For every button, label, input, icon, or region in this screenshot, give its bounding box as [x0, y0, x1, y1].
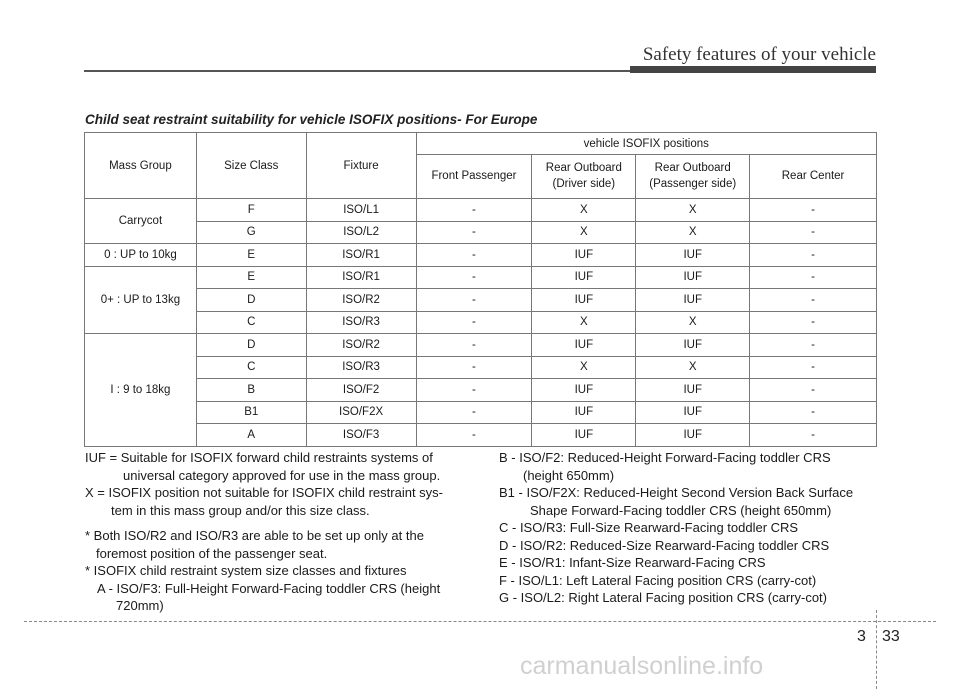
header-rear-outboard-passenger-line2: (Passenger side) [649, 177, 737, 190]
fixture-cell: ISO/R1 [306, 244, 416, 267]
table-row [85, 356, 877, 379]
note-star2 [85, 562, 472, 615]
front-passenger-cell: - [416, 311, 532, 334]
page-header-title: Safety features of your vehicle [642, 44, 876, 65]
note-iuf [85, 449, 472, 484]
rear-center-cell: - [750, 356, 877, 379]
rear-outboard-passenger-cell: IUF [636, 379, 750, 402]
size-class-cell: E [196, 244, 306, 267]
front-passenger-cell: - [416, 356, 532, 379]
fixture-cell: ISO/F2X [306, 401, 416, 424]
fixture-cell: ISO/R2 [306, 334, 416, 357]
table-row [85, 424, 877, 447]
note-iuf-line2: universal category approved for use in the mass group. [123, 467, 441, 483]
front-passenger-cell: - [416, 401, 532, 424]
header-isofix-positions: vehicle ISOFIX positions [416, 133, 876, 155]
header-rear-outboard-passenger [636, 155, 750, 199]
header-bar [630, 66, 876, 73]
rear-outboard-driver-cell: IUF [532, 289, 636, 312]
mass-group-cell: 0 : UP to 10kg [85, 244, 197, 267]
rear-outboard-passenger-cell: IUF [636, 334, 750, 357]
header-size-class: Size Class [196, 133, 306, 199]
size-class-cell: C [196, 356, 306, 379]
fixture-cell: ISO/L1 [306, 199, 416, 222]
note-b1-line1: B1 - ISO/F2X: Reduced-Height Second Version Back Surface [499, 485, 854, 500]
table-row [85, 199, 877, 222]
front-passenger-cell: - [416, 244, 532, 267]
note-a-line1: A - ISO/F3: Full-Height Forward-Facing toddler CRS (height [97, 580, 441, 596]
header-rule [84, 70, 630, 72]
rear-center-cell: - [750, 244, 877, 267]
rear-outboard-passenger-cell: X [636, 311, 750, 334]
page-number: 33 [882, 628, 900, 645]
rear-outboard-driver-cell: IUF [532, 424, 636, 447]
isofix-suitability-table [84, 132, 877, 447]
note-b-line1: B - ISO/F2: Reduced-Height Forward-Facing toddler CRS [499, 450, 831, 465]
rear-outboard-driver-cell: X [532, 199, 636, 222]
note-star1 [85, 527, 472, 562]
rear-outboard-passenger-cell: IUF [636, 401, 750, 424]
note-star1-line2: foremost position of the passenger seat. [96, 545, 328, 561]
note-d: D - ISO/R2: Reduced-Size Rearward-Facing toddler CRS [499, 537, 830, 553]
rear-center-cell: - [750, 289, 877, 312]
note-b1-line2: Shape Forward-Facing toddler CRS (height 650mm) [530, 502, 832, 518]
rear-outboard-passenger-cell: IUF [636, 244, 750, 267]
rear-outboard-driver-cell: IUF [532, 401, 636, 424]
notes-right [499, 449, 877, 607]
rear-outboard-passenger-cell: IUF [636, 424, 750, 447]
size-class-cell: D [196, 334, 306, 357]
rear-outboard-driver-cell: IUF [532, 266, 636, 289]
mass-group-cell: 0+ : UP to 13kg [85, 266, 197, 334]
chapter-number: 3 [857, 628, 866, 645]
table-row [85, 401, 877, 424]
table-row [85, 221, 877, 244]
header-rear-outboard-driver-line2: (Driver side) [552, 177, 616, 190]
note-g: G - ISO/L2: Right Lateral Facing position CRS (carry-cot) [499, 590, 828, 605]
header-rear-outboard-driver-line1: Rear Outboard [545, 161, 622, 174]
size-class-cell: B1 [196, 401, 306, 424]
front-passenger-cell: - [416, 334, 532, 357]
size-class-cell: C [196, 311, 306, 334]
front-passenger-cell: - [416, 266, 532, 289]
front-passenger-cell: - [416, 221, 532, 244]
header-rear-outboard-driver [532, 155, 636, 199]
note-x-line1: X = ISOFIX position not suitable for ISOFIX child restraint sys- [85, 485, 444, 500]
rear-outboard-passenger-cell: IUF [636, 289, 750, 312]
note-f: F - ISO/L1: Left Lateral Facing position CRS (carry-cot) [499, 572, 817, 588]
size-class-cell: A [196, 424, 306, 447]
note-e: E - ISO/R1: Infant-Size Rearward-Facing CRS [499, 555, 766, 570]
header-fixture: Fixture [306, 133, 416, 199]
rear-center-cell: - [750, 334, 877, 357]
rear-outboard-passenger-cell: X [636, 199, 750, 222]
rear-outboard-passenger-cell: IUF [636, 266, 750, 289]
fixture-cell: ISO/L2 [306, 221, 416, 244]
note-a-line2: 720mm) [116, 598, 164, 613]
rear-center-cell: - [750, 199, 877, 222]
table-row [85, 379, 877, 402]
section-title: Child seat restraint suitability for vehicle ISOFIX positions- For Europe [85, 112, 538, 127]
table-row [85, 289, 877, 312]
note-iuf-line1: IUF = Suitable for ISOFIX forward child restraints systems of [85, 450, 433, 465]
rear-outboard-driver-cell: IUF [532, 244, 636, 267]
notes-left [85, 449, 472, 615]
front-passenger-cell: - [416, 199, 532, 222]
header-front-passenger: Front Passenger [416, 155, 532, 199]
rear-outboard-driver-cell: IUF [532, 334, 636, 357]
fixture-cell: ISO/R2 [306, 289, 416, 312]
size-class-cell: B [196, 379, 306, 402]
header-mass-group: Mass Group [85, 133, 197, 199]
fixture-cell: ISO/R3 [306, 311, 416, 334]
rear-center-cell: - [750, 266, 877, 289]
size-class-cell: D [196, 289, 306, 312]
size-class-cell: E [196, 266, 306, 289]
footer-dashed-divider [876, 610, 877, 689]
mass-group-cell: Carrycot [85, 199, 197, 244]
table-row [85, 244, 877, 267]
size-class-cell: G [196, 221, 306, 244]
rear-outboard-driver-cell: IUF [532, 379, 636, 402]
header-rear-outboard-passenger-line1: Rear Outboard [654, 161, 731, 174]
fixture-cell: ISO/R3 [306, 356, 416, 379]
front-passenger-cell: - [416, 424, 532, 447]
rear-center-cell: - [750, 379, 877, 402]
rear-outboard-passenger-cell: X [636, 356, 750, 379]
header-rear-center: Rear Center [750, 155, 877, 199]
fixture-cell: ISO/F2 [306, 379, 416, 402]
footer-dashed-rule [24, 621, 936, 622]
rear-center-cell: - [750, 221, 877, 244]
rear-outboard-passenger-cell: X [636, 221, 750, 244]
front-passenger-cell: - [416, 289, 532, 312]
rear-outboard-driver-cell: X [532, 221, 636, 244]
table-row [85, 266, 877, 289]
fixture-cell: ISO/R1 [306, 266, 416, 289]
rear-center-cell: - [750, 424, 877, 447]
fixture-cell: ISO/F3 [306, 424, 416, 447]
note-star1-line1: * Both ISO/R2 and ISO/R3 are able to be set up only at the [85, 528, 424, 543]
rear-outboard-driver-cell: X [532, 356, 636, 379]
mass-group-cell: I : 9 to 18kg [85, 334, 197, 447]
size-class-cell: F [196, 199, 306, 222]
note-star2-line: * ISOFIX child restraint system size classes and fixtures [85, 563, 407, 578]
note-b-line2: (height 650mm) [523, 467, 615, 483]
rear-center-cell: - [750, 401, 877, 424]
watermark: carmanualsonline.info [520, 652, 764, 680]
table-row [85, 334, 877, 357]
note-x-line2: tem in this mass group and/or this size class. [111, 502, 370, 518]
front-passenger-cell: - [416, 379, 532, 402]
rear-center-cell: - [750, 311, 877, 334]
table-row [85, 311, 877, 334]
note-x [85, 484, 472, 519]
rear-outboard-driver-cell: X [532, 311, 636, 334]
note-c: C - ISO/R3: Full-Size Rearward-Facing toddler CRS [499, 520, 799, 535]
